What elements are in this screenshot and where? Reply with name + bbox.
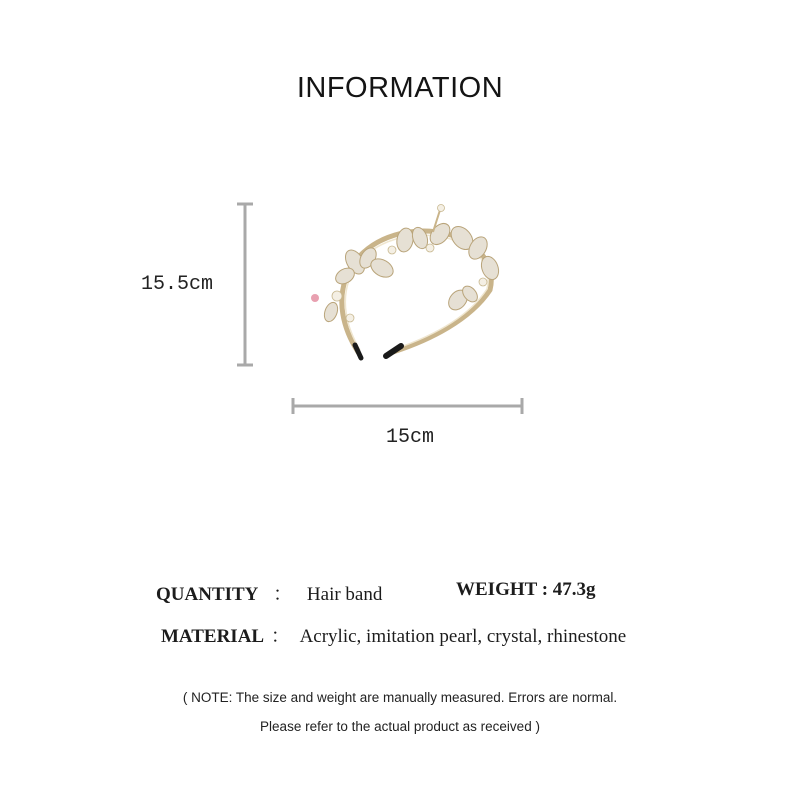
quantity-value: Hair band xyxy=(306,584,383,605)
weight-label: WEIGHT : xyxy=(456,579,549,600)
hairband-image xyxy=(311,205,502,359)
vertical-dimension-bar xyxy=(237,204,253,365)
width-label: 15cm xyxy=(386,426,435,449)
quantity-separator: ： xyxy=(273,584,293,605)
quantity-label: QUANTITY xyxy=(156,584,259,605)
note-line-1: ( NOTE: The size and weight are manually measured. Errors are normal. xyxy=(182,690,618,705)
horizontal-dimension-bar xyxy=(293,398,522,414)
material-row xyxy=(161,621,626,648)
weight-value: 47.3g xyxy=(552,579,596,600)
material-separator: ： xyxy=(270,626,290,647)
material-value: Acrylic, imitation pearl, crystal, rhinestone xyxy=(299,626,627,647)
weight-row xyxy=(456,579,596,601)
page-title: INFORMATION xyxy=(296,72,504,104)
quantity-row xyxy=(156,579,382,606)
material-label: MATERIAL xyxy=(161,626,265,647)
note-line-2: Please refer to the actual product as received ) xyxy=(260,719,540,734)
height-label: 15.5cm xyxy=(141,273,214,296)
